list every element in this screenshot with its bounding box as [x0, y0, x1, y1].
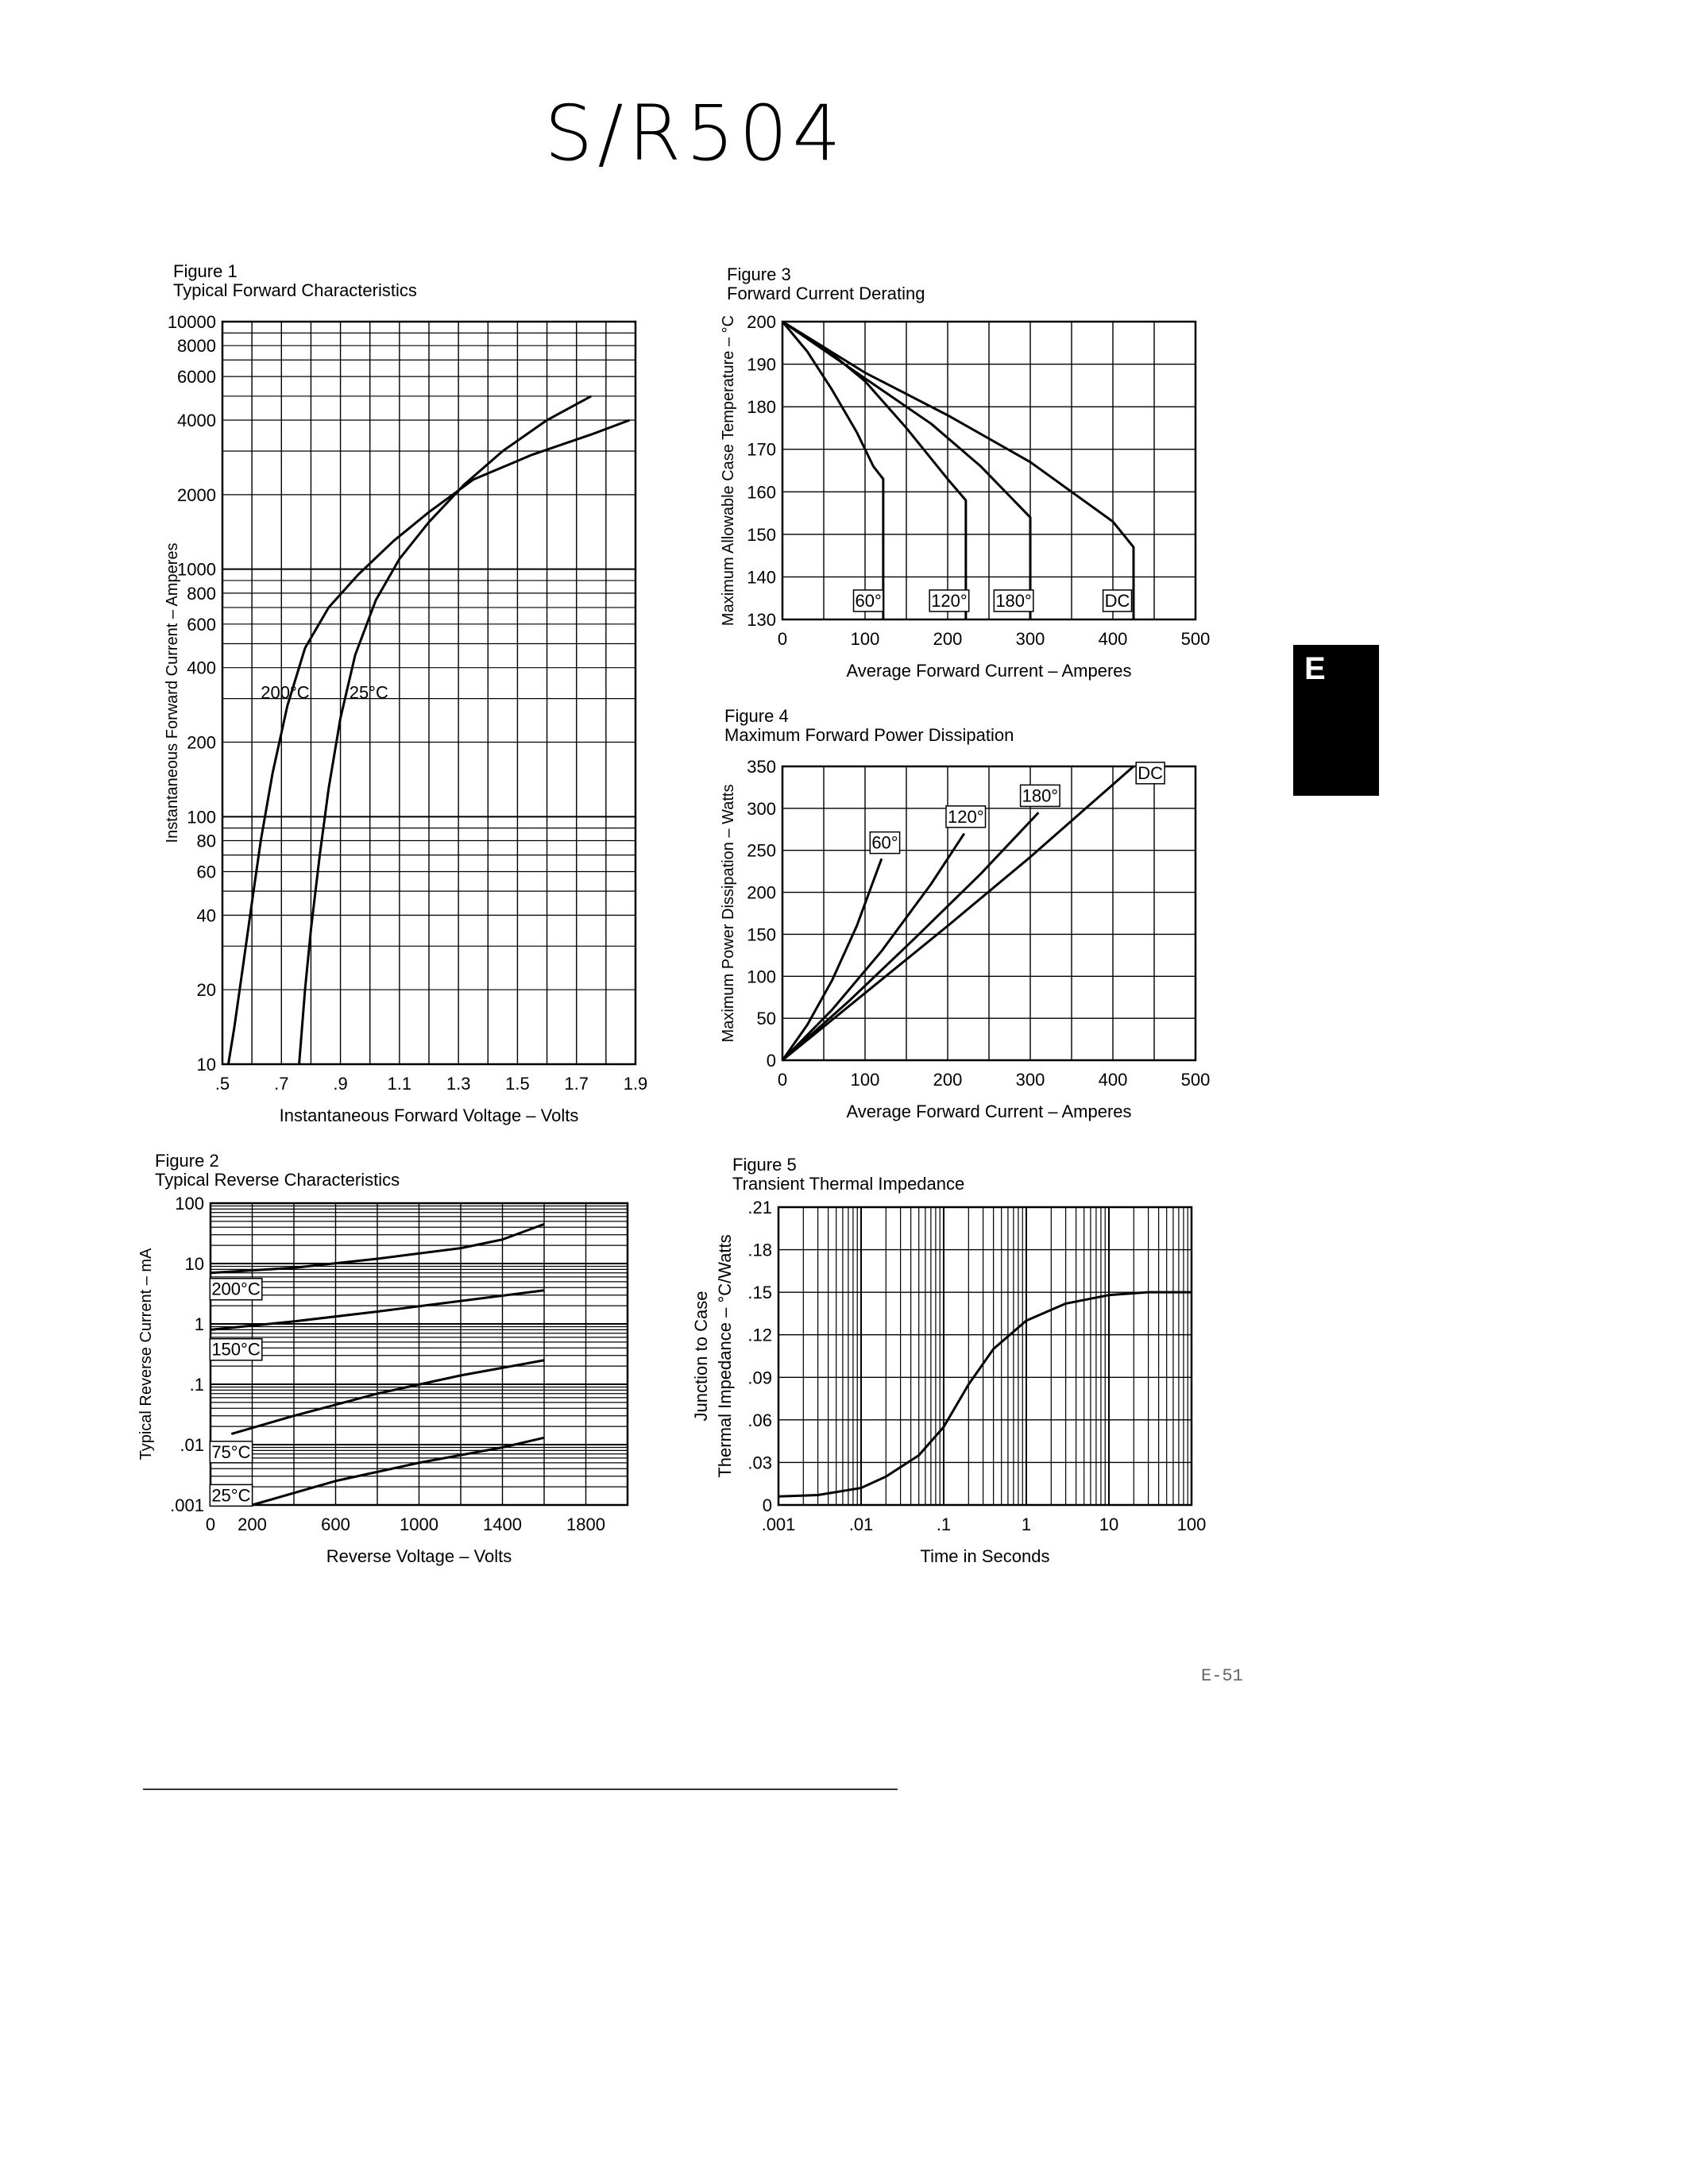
- series-label: 75°C: [211, 1441, 251, 1462]
- series-label: 25°C: [349, 682, 388, 703]
- x-tick-label: 0: [777, 629, 788, 649]
- x-tick-label: 200: [933, 1070, 963, 1090]
- series-line-2: [231, 1360, 544, 1434]
- x-axis-label: Average Forward Current – Amperes: [846, 1102, 1132, 1121]
- fig4-number: Figure 4: [724, 706, 789, 726]
- x-axis-label: Time in Seconds: [920, 1546, 1050, 1566]
- y-tick-label: .01: [180, 1435, 204, 1455]
- fig3-title: Forward Current Derating: [727, 284, 925, 303]
- y-axis-label: Junction to Case: [691, 1291, 711, 1422]
- y-axis-label: Thermal Impedance – °C/Watts: [715, 1234, 735, 1478]
- series-label: 120°: [948, 806, 984, 827]
- y-tick-label: 600: [187, 614, 216, 635]
- x-tick-label: 1: [1021, 1515, 1032, 1534]
- y-axis-label: Maximum Allowable Case Temperature – °C: [720, 314, 737, 627]
- series-line-1: [782, 834, 964, 1060]
- y-tick-label: 140: [747, 567, 776, 588]
- x-tick-label: 1.9: [623, 1074, 648, 1094]
- x-tick-label: 10: [1099, 1515, 1119, 1534]
- x-tick-label: 1000: [400, 1515, 438, 1534]
- x-tick-label: 1400: [483, 1515, 522, 1534]
- y-tick-label: 250: [747, 840, 776, 861]
- y-tick-label: 190: [747, 354, 776, 375]
- section-tab-letter: E: [1304, 651, 1326, 686]
- y-tick-label: 80: [196, 831, 216, 851]
- fig3-chart: [719, 310, 1243, 691]
- y-tick-label: 20: [196, 980, 216, 1001]
- y-tick-label: .09: [747, 1368, 772, 1388]
- series-line-2: [782, 812, 1038, 1060]
- y-tick-label: 200: [187, 732, 216, 753]
- y-tick-label: 300: [747, 798, 776, 819]
- y-tick-label: 2000: [177, 484, 216, 505]
- y-tick-label: .001: [170, 1495, 204, 1515]
- fig4-caption: [724, 707, 1014, 745]
- x-tick-label: 500: [1180, 629, 1211, 649]
- x-tick-label: 100: [1176, 1515, 1207, 1534]
- y-tick-label: 0: [766, 1051, 776, 1071]
- y-tick-label: .21: [747, 1198, 772, 1217]
- x-tick-label: 1.7: [564, 1074, 589, 1094]
- plot-frame: [778, 1207, 1192, 1505]
- y-tick-label: 170: [747, 439, 776, 460]
- fig2-caption: [155, 1152, 400, 1190]
- y-tick-label: 100: [747, 967, 776, 987]
- page-number: E-51: [1201, 1666, 1243, 1686]
- fig2-number: Figure 2: [155, 1151, 219, 1171]
- fig2-chart: [135, 1191, 651, 1572]
- y-tick-label: 200: [747, 882, 776, 903]
- x-tick-label: .1: [936, 1515, 952, 1534]
- y-tick-label: 150: [747, 924, 776, 945]
- y-tick-label: 8000: [177, 336, 216, 357]
- fig1-title: Typical Forward Characteristics: [173, 280, 417, 300]
- y-tick-label: 200: [747, 312, 776, 332]
- y-tick-label: 100: [175, 1194, 204, 1214]
- x-tick-label: 1.1: [387, 1074, 412, 1094]
- section-tab: [1293, 645, 1379, 796]
- y-tick-label: 130: [747, 610, 776, 630]
- fig4-chart: [719, 754, 1243, 1136]
- page-title: S/R504: [544, 89, 846, 178]
- fig5-number: Figure 5: [732, 1155, 797, 1175]
- fig2-title: Typical Reverse Characteristics: [155, 1170, 400, 1190]
- y-tick-label: 0: [762, 1495, 772, 1515]
- fig4-title: Maximum Forward Power Dissipation: [724, 725, 1014, 745]
- x-tick-label: 1.5: [505, 1074, 530, 1094]
- y-tick-label: 10: [196, 1055, 216, 1075]
- y-tick-label: 350: [747, 757, 776, 777]
- series-label: DC: [1104, 590, 1130, 611]
- x-tick-label: 400: [1098, 629, 1128, 649]
- y-tick-label: 10000: [167, 312, 216, 332]
- fig5-chart: [691, 1195, 1247, 1584]
- fig5-caption: [732, 1156, 964, 1194]
- y-tick-label: .06: [747, 1410, 772, 1430]
- y-tick-label: 10: [184, 1254, 204, 1274]
- y-tick-label: 150: [747, 524, 776, 545]
- series-label: 60°: [871, 832, 898, 853]
- fig5-title: Transient Thermal Impedance: [732, 1174, 965, 1194]
- fig3-caption: [727, 265, 925, 303]
- fig1-chart: [155, 310, 663, 1136]
- series-label: 200°C: [211, 1279, 261, 1299]
- x-tick-label: 0: [205, 1515, 216, 1534]
- x-tick-label: .7: [274, 1074, 289, 1094]
- x-tick-label: 500: [1180, 1070, 1211, 1090]
- x-tick-label: 400: [1098, 1070, 1128, 1090]
- y-tick-label: 1: [194, 1314, 204, 1334]
- x-tick-label: 200: [238, 1515, 267, 1534]
- y-tick-label: 40: [196, 905, 216, 926]
- y-tick-label: 4000: [177, 411, 216, 431]
- series-line-3: [782, 322, 1134, 619]
- x-tick-label: 1.3: [446, 1074, 471, 1094]
- y-tick-label: 60: [196, 862, 216, 882]
- y-tick-label: .15: [747, 1283, 772, 1303]
- x-tick-label: 300: [1015, 629, 1045, 649]
- y-tick-label: 180: [747, 397, 776, 418]
- x-tick-label: 1800: [566, 1515, 605, 1534]
- x-axis-label: Instantaneous Forward Voltage – Volts: [279, 1106, 579, 1125]
- series-label: 120°: [931, 590, 968, 611]
- x-tick-label: 300: [1015, 1070, 1045, 1090]
- bottom-rule: [143, 1788, 898, 1790]
- series-label: 200°C: [261, 682, 310, 703]
- series-line-0: [778, 1292, 1192, 1496]
- fig1-caption: [173, 262, 417, 300]
- series-line-0: [782, 859, 882, 1060]
- y-tick-label: 800: [187, 583, 216, 604]
- x-tick-label: 100: [850, 629, 880, 649]
- x-tick-label: .01: [848, 1515, 874, 1534]
- y-axis-label: Maximum Power Dissipation – Watts: [720, 784, 737, 1043]
- series-label: 60°: [855, 590, 882, 611]
- series-line-1: [782, 322, 966, 619]
- y-tick-label: 100: [187, 807, 216, 828]
- x-tick-label: 200: [933, 629, 963, 649]
- y-tick-label: .03: [747, 1453, 772, 1473]
- series-line-0: [782, 322, 883, 619]
- y-axis-label: Instantaneous Forward Current – Amperes: [164, 542, 181, 843]
- series-label: 150°C: [211, 1339, 261, 1360]
- series-label: 180°: [1022, 785, 1059, 806]
- x-axis-label: Average Forward Current – Amperes: [846, 661, 1132, 681]
- x-tick-label: .5: [214, 1074, 230, 1094]
- y-tick-label: 400: [187, 658, 216, 678]
- x-tick-label: 100: [850, 1070, 880, 1090]
- series-label: 25°C: [211, 1485, 251, 1506]
- y-axis-label: Typical Reverse Current – mA: [137, 1248, 155, 1461]
- y-tick-label: 6000: [177, 367, 216, 388]
- y-tick-label: 160: [747, 482, 776, 503]
- fig1-number: Figure 1: [173, 261, 238, 281]
- y-tick-label: 1000: [177, 559, 216, 580]
- x-axis-label: Reverse Voltage – Volts: [326, 1546, 512, 1566]
- y-tick-label: 50: [756, 1009, 776, 1029]
- x-tick-label: .001: [761, 1515, 796, 1534]
- x-tick-label: .9: [333, 1074, 348, 1094]
- series-label: 180°: [995, 590, 1032, 611]
- x-tick-label: 600: [321, 1515, 350, 1534]
- y-tick-label: .1: [189, 1375, 204, 1395]
- series-label: DC: [1138, 762, 1163, 783]
- y-tick-label: .18: [747, 1240, 772, 1260]
- x-tick-label: 0: [777, 1070, 788, 1090]
- fig3-number: Figure 3: [727, 264, 791, 284]
- y-tick-label: .12: [747, 1325, 772, 1345]
